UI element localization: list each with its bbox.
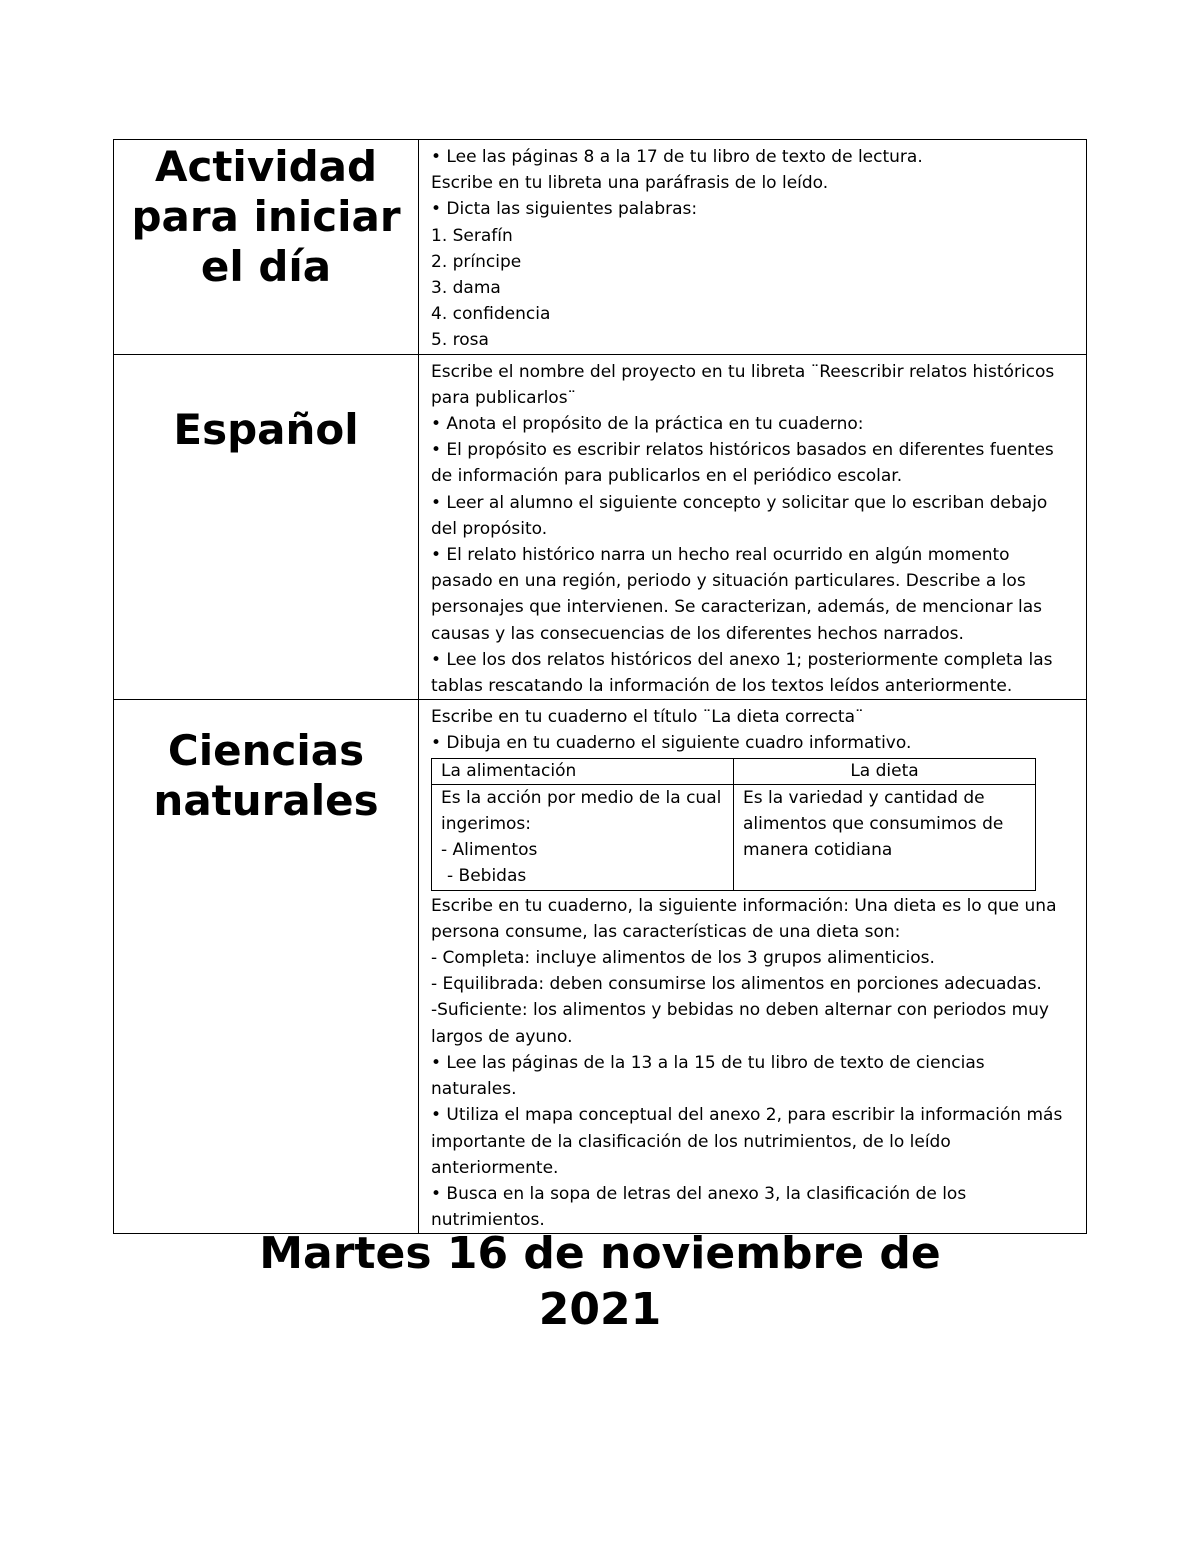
content-line: 3. dama (431, 278, 501, 299)
content-line: Escribe en tu cuaderno, la siguiente información: Una dieta es lo que una persona consume, las características de una dieta son: (431, 895, 1057, 942)
alimentacion-cell (432, 784, 734, 890)
content-line: • Lee los dos relatos históricos del anexo 1; posteriormente completa las tablas rescatando la información de los textos leídos anteriormente. (431, 649, 1053, 697)
content-line: • Lee las páginas 8 a la 17 de tu libro de texto de lectura. (431, 147, 923, 167)
content-line: • Dicta las siguientes palabras: (431, 199, 698, 220)
info-table-header (432, 758, 1036, 784)
content-line: • Busca en la sopa de letras del anexo 3, la clasificación de los nutrimientos. (431, 1183, 967, 1231)
content-line: • El propósito es escribir relatos históricos basados en diferentes fuentes de información para publicarlos en el periódico escolar. (431, 440, 1054, 487)
date-heading (100, 1226, 1100, 1338)
info-table (431, 758, 1036, 891)
content-line: Escribe el nombre del proyecto en tu libreta ¨Reescribir relatos históricos para publicarlos¨ (431, 361, 1055, 408)
row-espanol (114, 354, 1087, 700)
content-line: - Equilibrada: deben consumirse los alimentos en porciones adecuadas. (431, 974, 1042, 995)
cell-line: Es la acción por medio de la cual ingerimos: (441, 787, 722, 834)
content-line: • Leer al alumno el siguiente concepto y solicitar que lo escriban debajo del propósito. (431, 492, 1048, 539)
content-line: Escribe en tu libreta una paráfrasis de lo leído. (431, 173, 829, 194)
subject-title-line: para iniciar (131, 192, 401, 241)
content-line: -Suficiente: los alimentos y bebidas no deben alternar con periodos muy largos de ayuno. (431, 1000, 1049, 1047)
subject-title-line: Ciencias (167, 726, 365, 776)
row-ciencias (114, 700, 1087, 1234)
subject-cell (114, 140, 419, 355)
subject-cell (114, 354, 419, 700)
schedule-table (113, 139, 1087, 1234)
content-line: 1. Serafín (431, 225, 513, 246)
row-inicio (114, 140, 1087, 355)
content-cell (419, 140, 1087, 355)
subject-cell (114, 700, 419, 1234)
header-alimentacion: La alimentación (432, 758, 734, 784)
content-line: • Anota el propósito de la práctica en tu cuaderno: (431, 414, 864, 435)
content-line: 2. príncipe (431, 251, 522, 272)
header-dieta: La dieta (734, 758, 1036, 784)
content-line: 4. confidencia (431, 304, 551, 325)
cell-line: - Bebidas (447, 866, 527, 887)
subject-title-line: Actividad (154, 142, 378, 191)
cell-line: Es la variedad y cantidad de alimentos que consumimos de manera cotidiana (743, 787, 1004, 861)
cell-line: - Alimentos (441, 840, 538, 861)
content-line: • Lee las páginas de la 13 a la 15 de tu libro de texto de ciencias naturales. (431, 1052, 985, 1100)
content-line: Escribe en tu cuaderno el título ¨La dieta correcta¨ (431, 707, 864, 728)
content-line: - Completa: incluye alimentos de los 3 grupos alimenticios. (431, 948, 935, 969)
date-line: Martes 16 de noviembre de (259, 1228, 941, 1279)
content-line: • El relato histórico narra un hecho real ocurrido en algún momento pasado en una región, periodo y situación particulares. Describe a los personajes que intervienen. Se caracterizan, además, de mencionar las causas y las consecuencias de los diferentes hechos narrados. (431, 545, 1042, 644)
subject-title-line: el día (200, 242, 332, 291)
content-cell (419, 354, 1087, 700)
dieta-cell (734, 784, 1036, 890)
info-table-row (432, 784, 1036, 890)
content-line: 5. rosa (431, 330, 489, 351)
content-line: • Utiliza el mapa conceptual del anexo 2, para escribir la información más importante de la clasificación de los nutrimientos, de lo leído anteriormente. (431, 1105, 1063, 1178)
date-line: 2021 (538, 1284, 662, 1335)
subject-title-line: naturales (153, 776, 379, 826)
content-line: • Dibuja en tu cuaderno el siguiente cuadro informativo. (431, 733, 912, 754)
subject-title-line: Español (173, 404, 359, 454)
content-cell (419, 700, 1087, 1234)
